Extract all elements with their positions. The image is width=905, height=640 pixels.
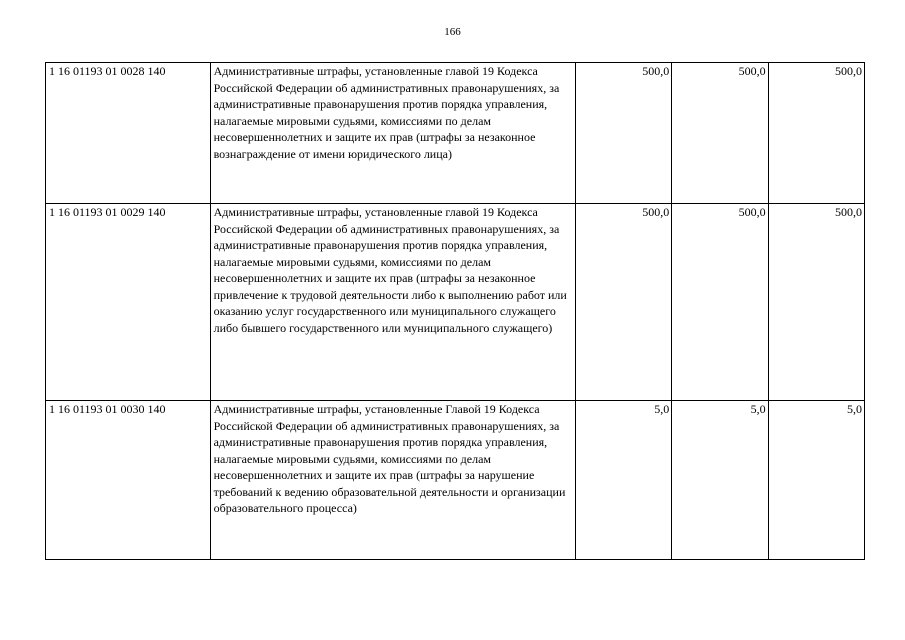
table-row [46,401,865,560]
amount-cell: 500,0 [768,63,864,204]
description-cell: Административные штрафы, установленные главой 19 Кодекса Российской Федерации об административных правонарушениях, за административные правонарушения против порядка управления, налагаемые мировыми судьями, комиссиями по делам несовершеннолетних и защите их прав (штрафы за незаконное вознаграждение от имени юридического лица) [210,63,575,204]
budget-revenue-table [45,62,865,560]
budget-code-cell: 1 16 01193 01 0029 140 [46,204,211,401]
table-row [46,204,865,401]
budget-code-cell: 1 16 01193 01 0028 140 [46,63,211,204]
amount-cell: 5,0 [575,401,671,560]
amount-cell: 500,0 [768,204,864,401]
budget-code-cell: 1 16 01193 01 0030 140 [46,401,211,560]
description-cell: Административные штрафы, установленные Главой 19 Кодекса Российской Федерации об административных правонарушениях, за административные правонарушения против порядка управления, налагаемые мировыми судьями, комиссиями по делам несовершеннолетних и защите их прав (штрафы за нарушение требований к ведению образовательной деятельности и организации образовательного процесса) [210,401,575,560]
amount-cell: 500,0 [672,63,768,204]
amount-cell: 500,0 [575,204,671,401]
description-cell: Административные штрафы, установленные главой 19 Кодекса Российской Федерации об административных правонарушениях, за административные правонарушения против порядка управления, налагаемые мировыми судьями, комиссиями по делам несовершеннолетних и защите их прав (штрафы за незаконное привлечение к трудовой деятельности либо к выполнению работ или оказанию услуг государственного или муниципального служащего либо бывшего государственного или муниципального служащего) [210,204,575,401]
amount-cell: 500,0 [672,204,768,401]
amount-cell: 5,0 [768,401,864,560]
amount-cell: 500,0 [575,63,671,204]
amount-cell: 5,0 [672,401,768,560]
page-number: 166 [444,26,461,38]
table-row [46,63,865,204]
